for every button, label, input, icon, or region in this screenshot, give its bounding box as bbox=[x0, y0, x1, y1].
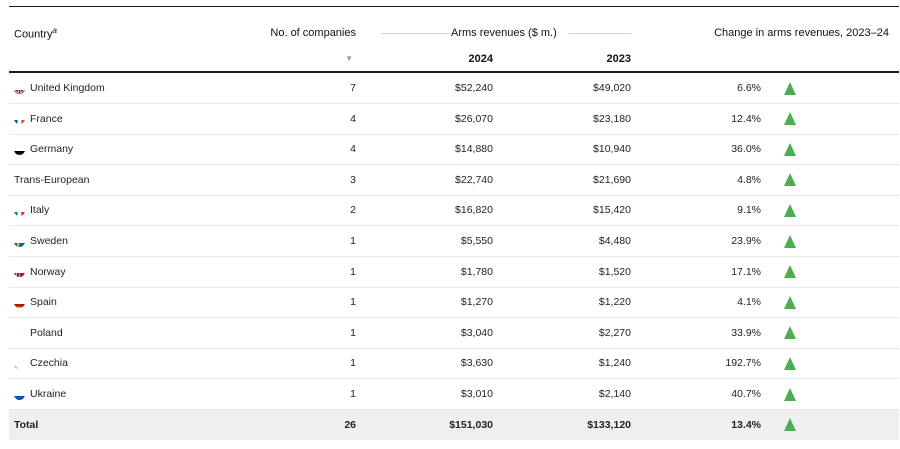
revenue-2023-cell: $15,420 bbox=[593, 204, 631, 217]
change-percent-cell: 192.7% bbox=[725, 357, 761, 370]
revenue-2024-cell: $151,030 bbox=[449, 418, 493, 431]
trend-cell bbox=[784, 410, 796, 440]
up-arrow-icon bbox=[784, 326, 796, 339]
trend-cell bbox=[784, 195, 796, 225]
revenue-2023-cell: $133,120 bbox=[587, 418, 631, 431]
germany-flag-icon bbox=[14, 144, 25, 155]
change-percent-cell: 12.4% bbox=[731, 112, 761, 125]
sort-descending-icon[interactable]: ▼ bbox=[345, 54, 353, 63]
change-percent-cell: 9.1% bbox=[737, 204, 761, 217]
revenue-2023-cell: $21,690 bbox=[593, 173, 631, 186]
italy-flag-icon bbox=[14, 205, 25, 216]
revenue-2024-cell: $3,010 bbox=[460, 388, 493, 400]
country-name: France bbox=[30, 112, 63, 125]
revenue-2024-cell: $3,630 bbox=[460, 357, 493, 370]
table-row bbox=[9, 73, 899, 104]
country-name: Italy bbox=[30, 204, 50, 217]
companies-cell: 26 bbox=[344, 418, 356, 431]
up-arrow-icon bbox=[784, 82, 796, 95]
country-cell bbox=[14, 195, 49, 225]
table-row bbox=[9, 348, 899, 379]
trend-cell bbox=[784, 348, 796, 378]
country-header-label: Country bbox=[14, 28, 53, 41]
up-arrow-icon bbox=[784, 235, 796, 248]
country-cell bbox=[14, 410, 38, 440]
up-arrow-icon bbox=[784, 204, 796, 217]
revenue-2023-cell: $1,520 bbox=[598, 265, 631, 278]
trend-cell bbox=[784, 104, 796, 134]
france-flag-icon bbox=[14, 113, 25, 124]
change-column-header[interactable]: Change in arms revenues, 2023–24 bbox=[714, 27, 889, 39]
country-name: Poland bbox=[30, 326, 63, 339]
change-percent-cell: 17.1% bbox=[731, 265, 761, 278]
table-row bbox=[9, 257, 899, 288]
trend-cell bbox=[784, 226, 796, 256]
country-name: Germany bbox=[30, 143, 74, 156]
country-cell bbox=[14, 257, 66, 287]
revenue-2024-cell: $3,040 bbox=[460, 326, 493, 339]
change-percent-cell: 36.0% bbox=[731, 143, 761, 156]
change-percent-cell: 23.9% bbox=[731, 235, 761, 247]
revenue-2024-cell: $22,740 bbox=[455, 173, 493, 186]
up-arrow-icon bbox=[784, 143, 796, 156]
revenue-2023-cell: $49,020 bbox=[593, 82, 631, 94]
country-name: Czechia bbox=[30, 357, 68, 370]
change-percent-cell: 13.4% bbox=[731, 418, 761, 431]
companies-cell: 4 bbox=[350, 143, 356, 156]
spain-flag-icon bbox=[14, 297, 25, 308]
revenue-2024-cell: $14,880 bbox=[455, 143, 493, 156]
country-name: Trans-European bbox=[14, 173, 90, 186]
country-name: Norway bbox=[30, 265, 66, 278]
czechia-flag-icon bbox=[14, 358, 25, 369]
companies-cell: 3 bbox=[350, 173, 356, 186]
trend-cell bbox=[784, 134, 796, 164]
country-cell bbox=[14, 287, 57, 317]
ukraine-flag-icon bbox=[14, 389, 25, 400]
revenue-2024-cell: $5,550 bbox=[460, 235, 493, 247]
year-2023-column-header[interactable]: 2023 bbox=[606, 53, 631, 65]
table-row bbox=[9, 165, 899, 196]
revenue-2024-cell: $16,820 bbox=[455, 204, 493, 217]
up-arrow-icon bbox=[784, 388, 796, 401]
companies-cell: 7 bbox=[350, 82, 356, 94]
total-row bbox=[9, 410, 899, 440]
country-footnote-marker[interactable]: a bbox=[52, 26, 57, 35]
up-arrow-icon bbox=[784, 418, 796, 431]
revenue-2023-cell: $10,940 bbox=[593, 143, 631, 156]
up-arrow-icon bbox=[784, 265, 796, 278]
country-name: Ukraine bbox=[30, 388, 67, 400]
poland-flag-icon bbox=[14, 327, 25, 338]
revenue-2023-cell: $2,270 bbox=[598, 326, 631, 339]
revenue-2023-cell: $1,240 bbox=[598, 357, 631, 370]
country-name: Sweden bbox=[30, 235, 68, 247]
companies-cell: 1 bbox=[350, 235, 356, 247]
companies-cell: 4 bbox=[350, 112, 356, 125]
change-percent-cell: 40.7% bbox=[731, 388, 761, 400]
country-cell bbox=[14, 226, 68, 256]
year-2024-column-header[interactable]: 2024 bbox=[468, 53, 493, 65]
arms-group-rule-left bbox=[381, 33, 449, 34]
table-row bbox=[9, 195, 899, 226]
country-cell bbox=[14, 165, 89, 195]
companies-column-header[interactable]: No. of companies bbox=[270, 27, 356, 39]
companies-cell: 1 bbox=[350, 296, 356, 309]
uk-flag-icon bbox=[14, 83, 25, 94]
trend-cell bbox=[784, 379, 796, 409]
revenue-2023-cell: $1,220 bbox=[598, 296, 631, 309]
arms-revenues-group-header: Arms revenues ($ m.) bbox=[451, 27, 557, 39]
country-cell bbox=[14, 104, 63, 134]
companies-cell: 1 bbox=[350, 265, 356, 278]
revenue-2023-cell: $23,180 bbox=[593, 112, 631, 125]
revenue-2024-cell: $1,780 bbox=[460, 265, 493, 278]
table-row bbox=[9, 226, 899, 257]
trend-cell bbox=[784, 73, 796, 103]
table-row bbox=[9, 287, 899, 318]
up-arrow-icon bbox=[784, 112, 796, 125]
table-row bbox=[9, 318, 899, 349]
revenue-2024-cell: $52,240 bbox=[455, 82, 493, 94]
revenue-2024-cell: $1,270 bbox=[460, 296, 493, 309]
change-percent-cell: 4.1% bbox=[737, 296, 761, 309]
table-row bbox=[9, 134, 899, 165]
change-percent-cell: 33.9% bbox=[731, 326, 761, 339]
table-row bbox=[9, 379, 899, 410]
change-percent-cell: 6.6% bbox=[737, 82, 761, 94]
companies-cell: 1 bbox=[350, 357, 356, 370]
country-cell bbox=[14, 73, 105, 103]
revenue-2024-cell: $26,070 bbox=[455, 112, 493, 125]
trend-cell bbox=[784, 257, 796, 287]
revenue-2023-cell: $2,140 bbox=[598, 388, 631, 400]
country-name: Total bbox=[14, 418, 39, 431]
up-arrow-icon bbox=[784, 173, 796, 186]
country-column-header[interactable] bbox=[14, 26, 57, 41]
up-arrow-icon bbox=[784, 296, 796, 309]
table-header bbox=[9, 7, 899, 71]
revenue-2023-cell: $4,480 bbox=[598, 235, 631, 247]
arms-group-rule-right bbox=[569, 33, 631, 34]
companies-cell: 1 bbox=[350, 388, 356, 400]
country-cell bbox=[14, 379, 66, 409]
companies-cell: 1 bbox=[350, 326, 356, 339]
norway-flag-icon bbox=[14, 266, 25, 277]
trend-cell bbox=[784, 287, 796, 317]
change-percent-cell: 4.8% bbox=[737, 173, 761, 186]
country-name: United Kingdom bbox=[30, 82, 105, 94]
companies-cell: 2 bbox=[350, 204, 356, 217]
country-name: Spain bbox=[30, 296, 57, 309]
up-arrow-icon bbox=[784, 357, 796, 370]
country-cell bbox=[14, 134, 73, 164]
trend-cell bbox=[784, 165, 796, 195]
sweden-flag-icon bbox=[14, 236, 25, 247]
table-row bbox=[9, 104, 899, 135]
trend-cell bbox=[784, 318, 796, 348]
country-cell bbox=[14, 318, 63, 348]
country-cell bbox=[14, 348, 68, 378]
